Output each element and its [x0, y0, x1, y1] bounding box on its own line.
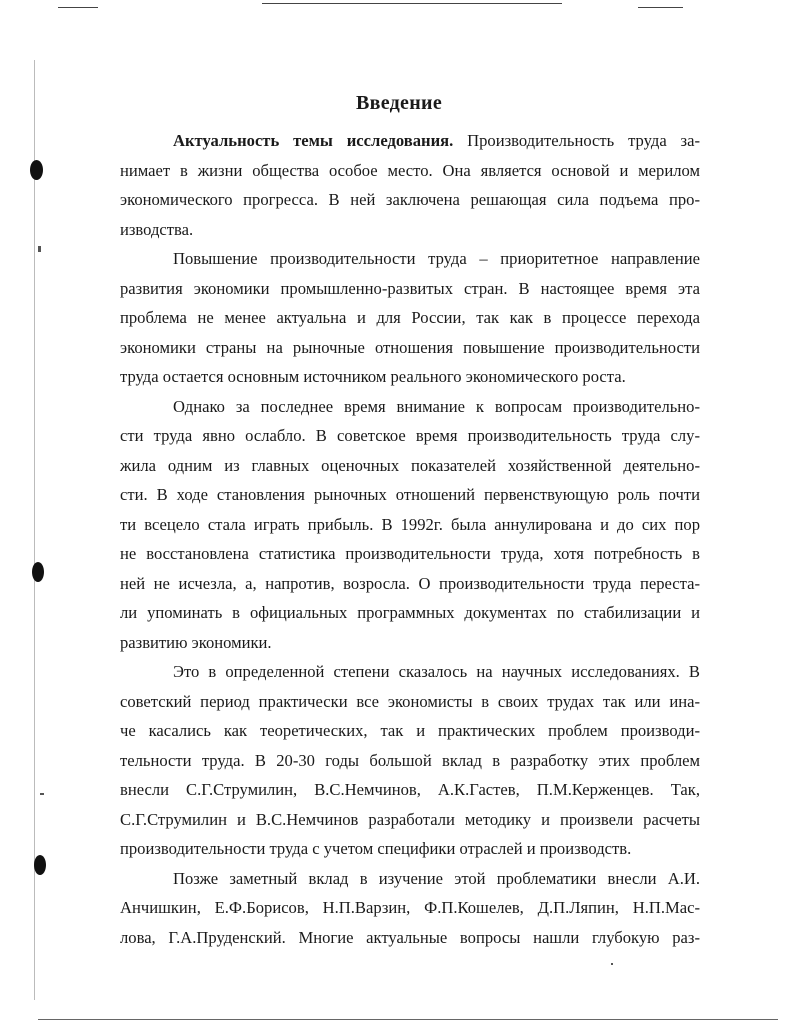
scan-speck — [40, 793, 44, 795]
scan-top-rule — [262, 3, 562, 4]
paragraph-line: советский период практически все экономисты в своих трудах так или ина- — [120, 691, 700, 711]
paragraph-line: труда остается основным источником реального экономического роста. — [120, 367, 626, 386]
paragraph-line: Однако за последнее время внимание к вопросам производительно- — [173, 396, 700, 416]
paragraph-line: ли упоминать в официальных программных документах по стабилизации и — [120, 603, 700, 622]
paragraph-line: Анчишкин, Е.Ф.Борисов, Н.П.Варзин, Ф.П.Кошелев, Д.П.Ляпин, Н.П.Мас- — [120, 898, 700, 917]
paragraph-line: сти труда явно ослабло. В советское время производительность труда слу- — [120, 426, 700, 445]
paragraph-line: Это в определенной степени сказалось на научных исследованиях. В — [173, 662, 700, 681]
paragraph-line: че касались как теоретических, так и практических проблем производи- — [120, 721, 700, 740]
punch-hole-bottom — [34, 855, 46, 875]
paragraph-line: производительности труда с учетом специфики отраслей и производств. — [120, 839, 632, 858]
paragraph-line: жила одним из главных оценочных показателей хозяйственной деятельно- — [120, 455, 700, 475]
paragraph-line: ти всецело стала играть прибыль. В 1992г. была аннулирована и до сих пор — [120, 514, 700, 534]
page-title: Введение — [355, 92, 443, 114]
scan-speck — [611, 963, 613, 965]
paragraph-line: Актуальность темы исследования. Производительность труда за- — [173, 131, 700, 150]
paragraph-line: изводства. — [120, 219, 194, 239]
paragraph-line: С.Г.Струмилин и В.С.Немчинов разработали методику и произвели расчеты — [120, 809, 700, 829]
paragraph-line: Повышение производительности труда – приоритетное направление — [173, 249, 700, 268]
document-body — [120, 126, 700, 952]
paragraph-line: лова, Г.А.Пруденский. Многие актуальные вопросы нашли глубокую раз- — [120, 927, 700, 947]
paragraph-line: нимает в жизни общества особое место. Она является основой и мерилом — [120, 160, 700, 180]
scan-bottom-rule — [38, 1019, 778, 1020]
paragraph-line: ней не исчезла, а, напротив, возросла. О производительности труда переста- — [120, 573, 700, 593]
paragraph-lead: Актуальность темы исследования. — [173, 131, 454, 150]
paragraph-line: экономики страны на рыночные отношения повышение производительности — [120, 337, 700, 357]
scan-speck — [38, 246, 41, 252]
paragraph-line: экономического прогресса. В ней заключена решающая сила подъема про- — [120, 190, 700, 209]
scan-top-rule-left — [58, 7, 98, 8]
paragraph-line: развития экономики промышленно-развитых стран. В настоящее время эта — [120, 278, 700, 298]
paragraph-line: проблема не менее актуальна и для России, так как в процессе перехода — [120, 308, 700, 327]
punch-hole-top — [30, 160, 43, 180]
paragraph-line: развитию экономики. — [120, 632, 272, 652]
paragraph-line: Позже заметный вклад в изучение этой проблематики внесли А.И. — [173, 868, 700, 888]
paragraph-line: не восстановлена статистика производительности труда, хотя потребность в — [120, 544, 700, 563]
punch-hole-middle — [32, 562, 44, 582]
scan-top-rule-right — [638, 7, 683, 8]
paragraph-line: внесли С.Г.Струмилин, В.С.Немчинов, А.К.Гастев, П.М.Керженцев. Так, — [120, 780, 700, 799]
paragraph-line: сти. В ходе становления рыночных отношений первенствующую роль почти — [120, 485, 700, 504]
paragraph-line: тельности труда. В 20-30 годы большой вклад в разработку этих проблем — [120, 750, 700, 770]
